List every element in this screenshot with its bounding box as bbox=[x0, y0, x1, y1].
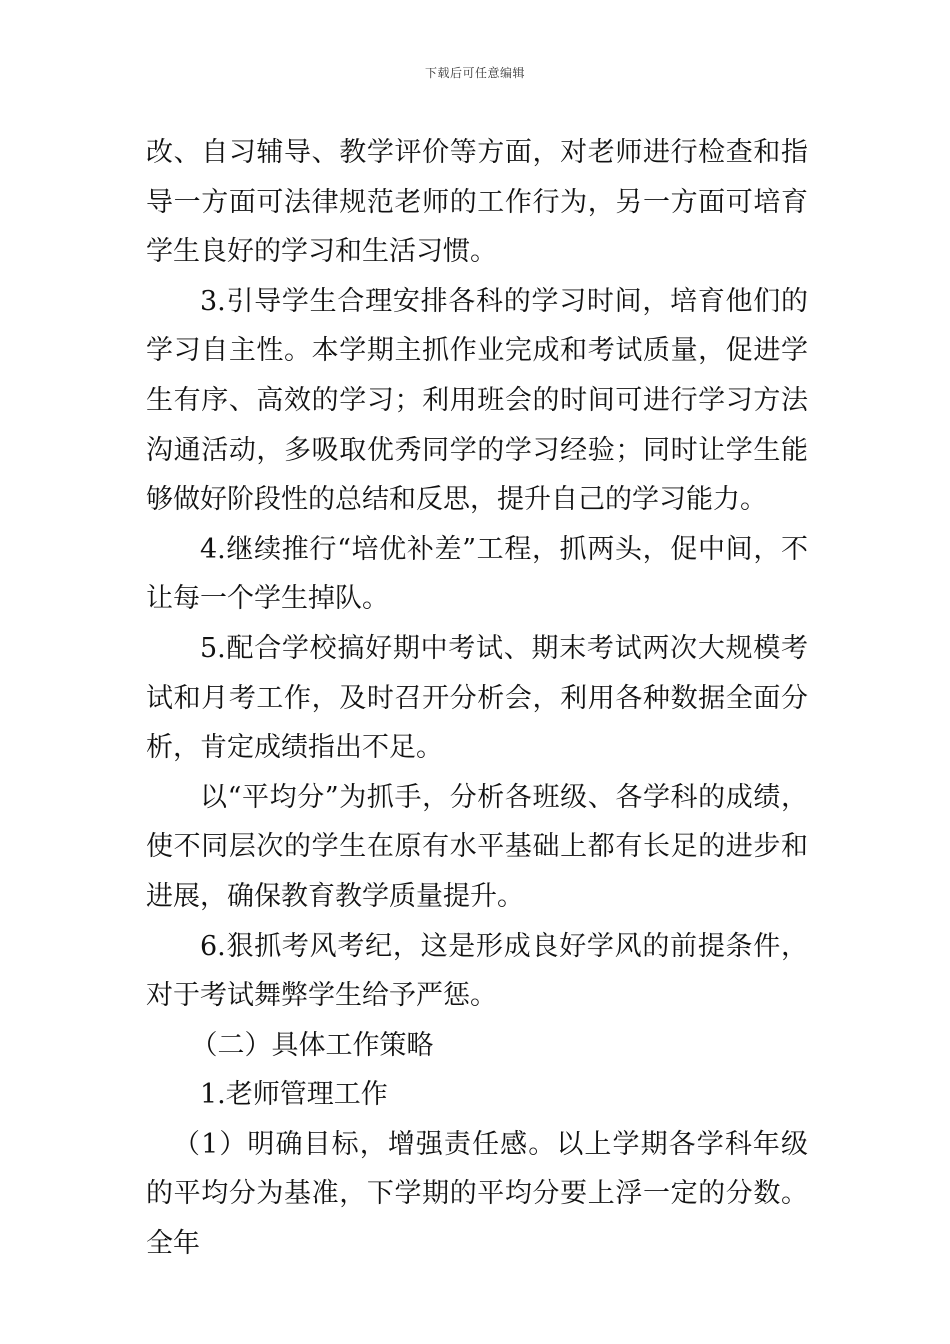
paragraph-average-score: 以“平均分”为抓手，分析各班级、各学科的成绩，使不同层次的学生在原有水平基础上都有长足的进步和进展，确保教育教学质量提升。 bbox=[146, 781, 808, 912]
paragraph-item-4: 4.继续推行“培优补差”工程，抓两头，促中间，不让每一个学生掉队。 bbox=[146, 533, 808, 615]
paragraph-item-5: 5.配合学校搞好期中考试、期末考试两次大规模考试和月考工作，及时召开分析会，利用各种数据全面分析，肯定成绩指出不足。 bbox=[146, 632, 808, 764]
paragraph-item-1-1: （1）明确目标，增强责任感。以上学期各学科年级的平均分为基准，下学期的平均分要上浮一定的分数。全年 bbox=[146, 1128, 808, 1260]
section-heading-strategy: （二）具体工作策略 bbox=[190, 1029, 434, 1061]
paragraph-continuation: 改、自习辅导、教学评价等方面，对老师进行检查和指导一方面可法律规范老师的工作行为，另一方面可培育学生良好的学习和生活习惯。 bbox=[146, 137, 808, 268]
paragraph-item-3: 3.引导学生合理安排各科的学习时间，培育他们的学习自主性。本学期主抓作业完成和考试质量，促进学生有序、高效的学习；利用班会的时间可进行学习方法沟通活动，多吸取优秀同学的学习经验；同时让学生能够做好阶段性的总结和反思，提升自己的学习能力。 bbox=[146, 285, 808, 516]
subheading-teacher-management: 1.老师管理工作 bbox=[200, 1079, 388, 1111]
page-header: 下载后可任意编辑 bbox=[424, 66, 525, 80]
document-body bbox=[146, 128, 808, 1269]
paragraph-item-6: 6.狠抓考风考纪，这是形成良好学风的前提条件，对于考试舞弊学生给予严惩。 bbox=[146, 930, 808, 1012]
